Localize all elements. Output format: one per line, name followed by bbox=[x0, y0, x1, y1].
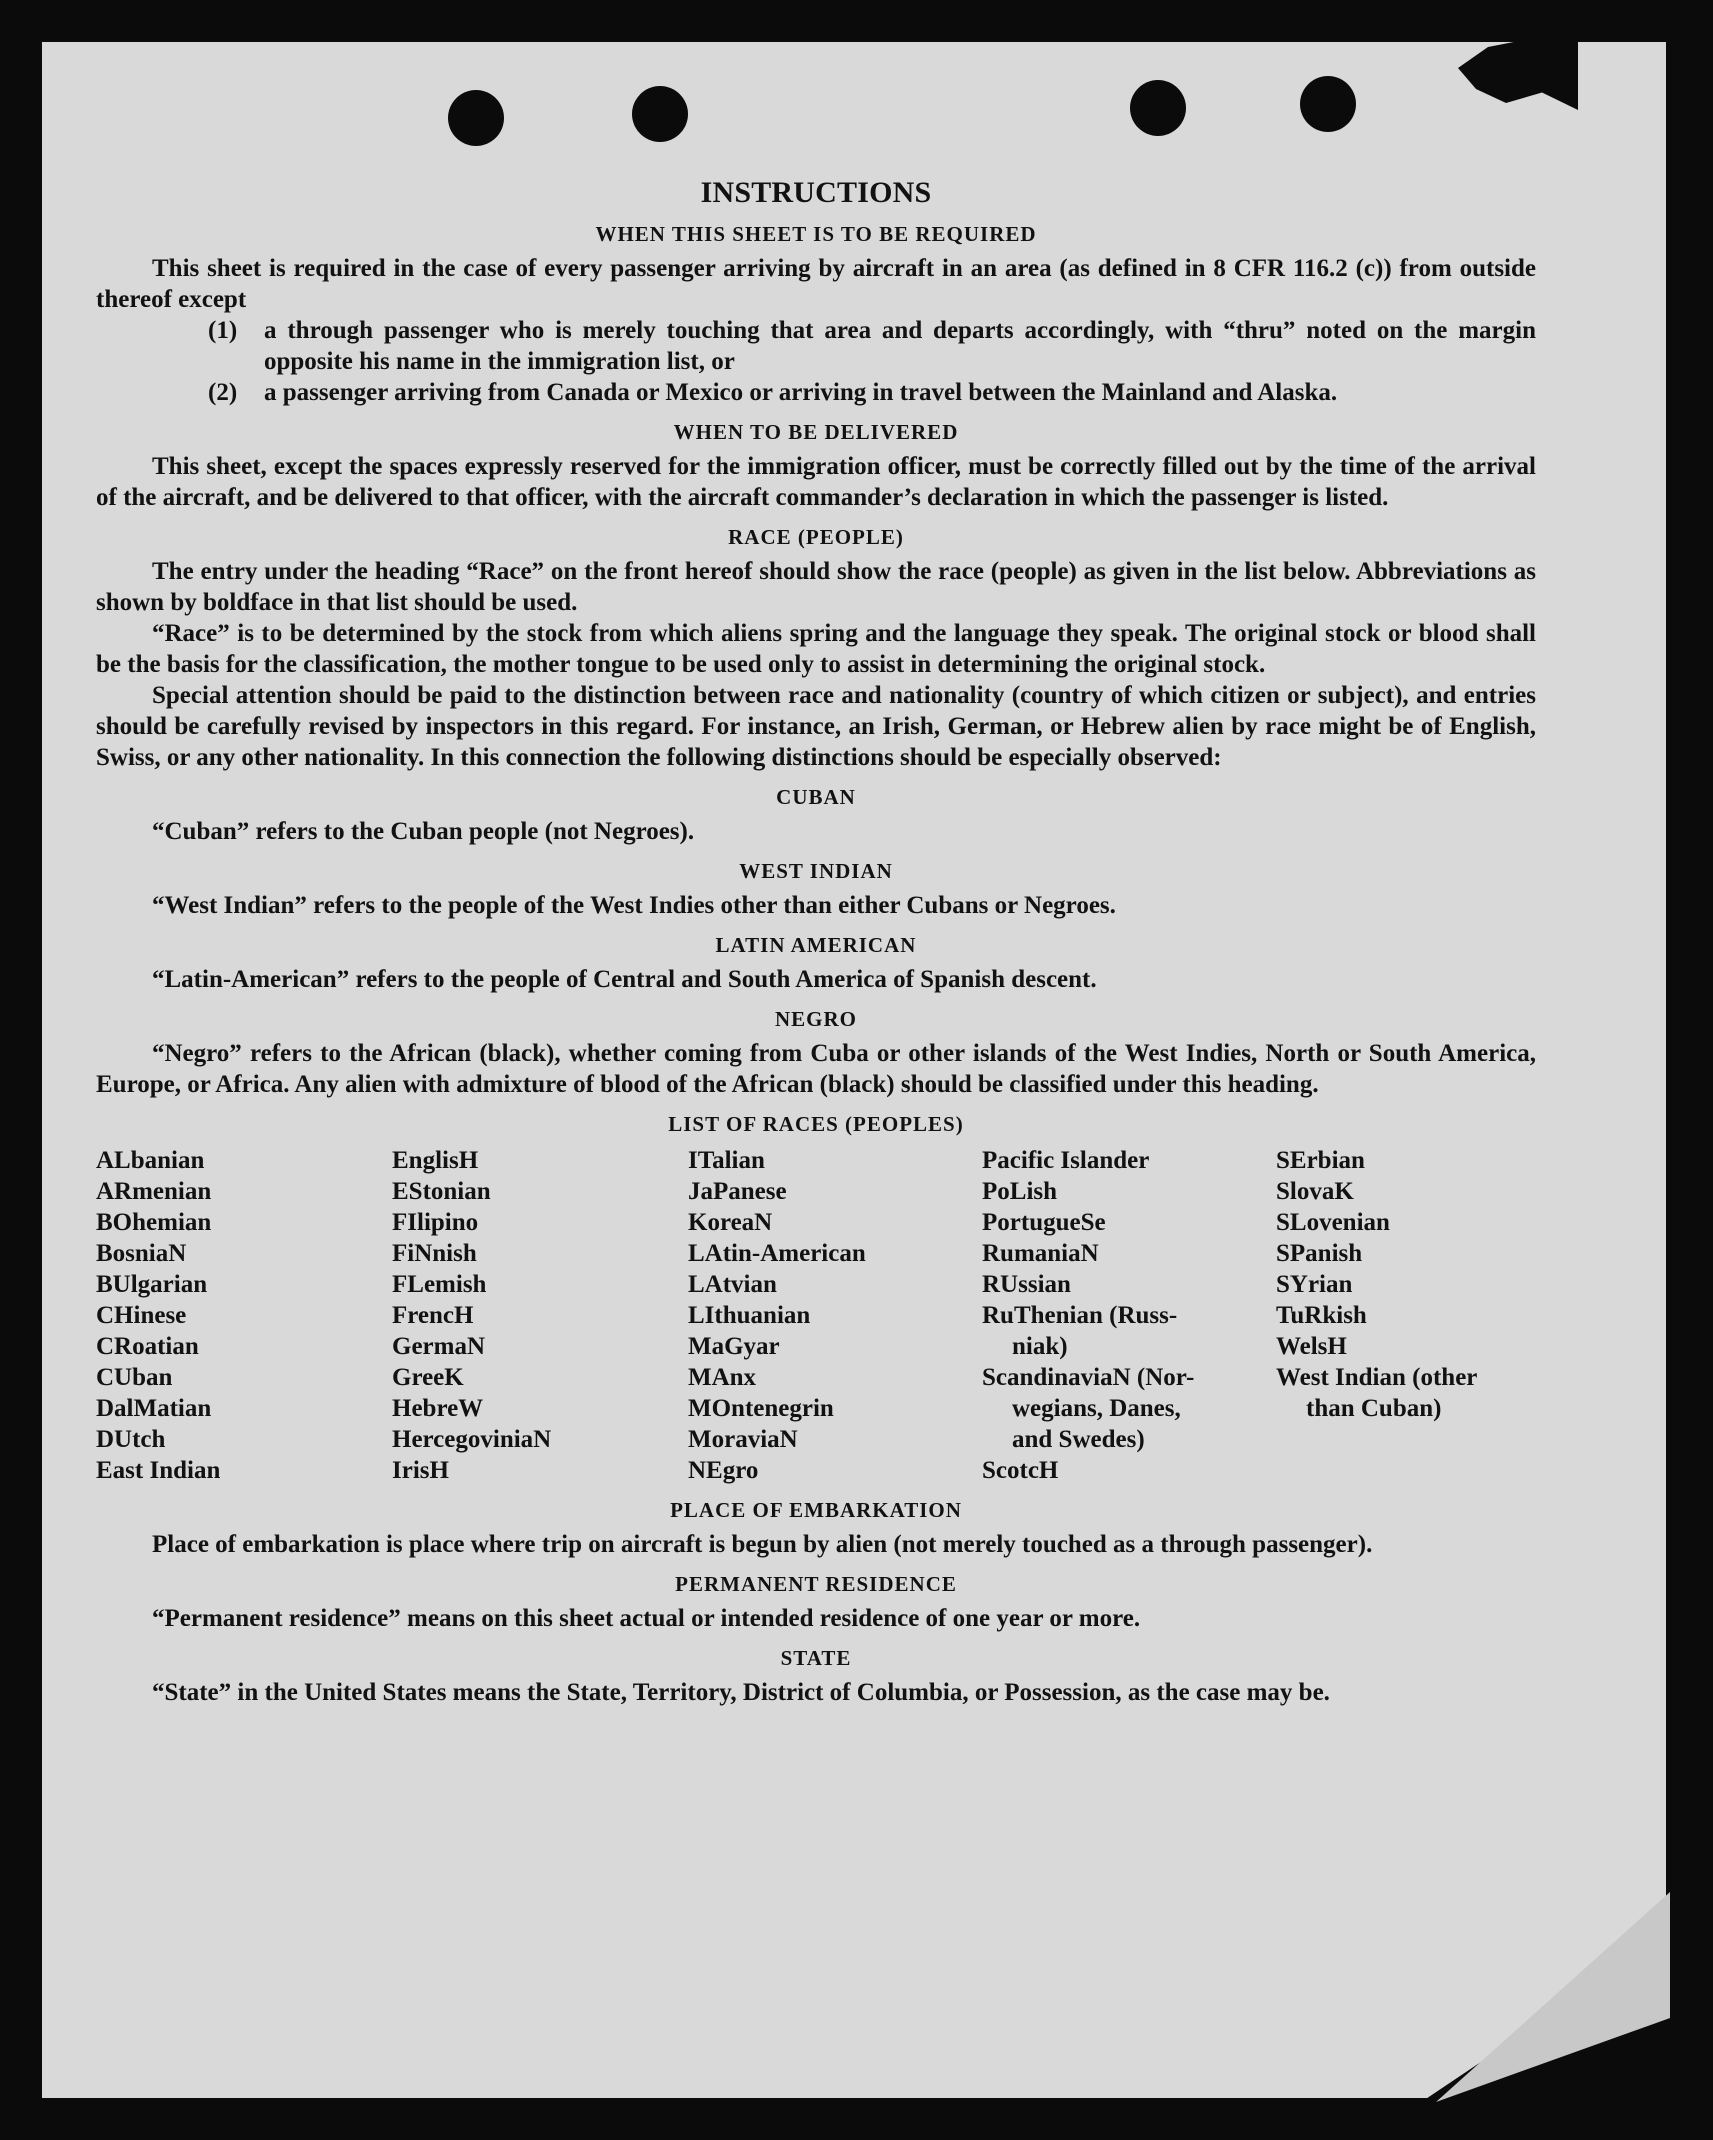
race-entry: DalMatian bbox=[96, 1395, 212, 1422]
race-entry: than Cuban) bbox=[1306, 1395, 1442, 1422]
race-entry: GermaN bbox=[392, 1333, 486, 1360]
race-entry: FiNnish bbox=[392, 1240, 477, 1267]
section-heading: LATIN AMERICAN bbox=[715, 933, 917, 957]
section-heading: WHEN TO BE DELIVERED bbox=[673, 420, 959, 444]
race-entry: EnglisH bbox=[392, 1147, 479, 1174]
races-column bbox=[982, 1145, 1276, 1486]
race-entry: WelsH bbox=[1276, 1333, 1347, 1360]
punch-hole bbox=[1130, 80, 1186, 136]
race-entry: TuRkish bbox=[1276, 1302, 1367, 1329]
section-heading: PERMANENT RESIDENCE bbox=[675, 1572, 957, 1596]
race-entry: BUlgarian bbox=[96, 1271, 208, 1298]
paragraph: “Permanent residence” means on this sheet actual or intended residence of one year or more. bbox=[152, 1605, 1141, 1632]
race-entry: SPanish bbox=[1276, 1240, 1363, 1267]
race-entry: RuThenian (Russ- bbox=[982, 1302, 1178, 1329]
race-entry: niak) bbox=[1012, 1333, 1068, 1360]
race-entry: HebreW bbox=[392, 1395, 484, 1422]
section-heading: LIST OF RACES (PEOPLES) bbox=[668, 1112, 964, 1136]
paragraph: “State” in the United States means the State, Territory, District of Columbia, or Possession, as the case may be. bbox=[152, 1679, 1330, 1706]
paragraph: Special attention should be paid to the distinction between race and nationality (country of which citizen or subject), and entries should be carefully revised by inspectors in this regard. For instance, an Irish, German, or Hebrew alien by race might be of English, Swiss, or any other nationality. In this connection the following distinctions should be especially observed: bbox=[96, 682, 1536, 771]
races-column bbox=[96, 1145, 392, 1486]
race-entry: wegians, Danes, bbox=[1012, 1395, 1181, 1422]
paragraph: “Cuban” refers to the Cuban people (not Negroes). bbox=[152, 818, 695, 845]
races-column bbox=[392, 1145, 688, 1486]
race-entry: SlovaK bbox=[1276, 1178, 1354, 1205]
list-text: a passenger arriving from Canada or Mexico or arriving in travel between the Mainland and Alaska. bbox=[264, 379, 1338, 406]
race-entry: SLovenian bbox=[1276, 1209, 1390, 1236]
race-entry: MAnx bbox=[688, 1364, 757, 1391]
section-heading: WEST INDIAN bbox=[739, 859, 893, 883]
paragraph: This sheet, except the spaces expressly reserved for the immigration officer, must be correctly filled out by the time of the arrival of the aircraft, and be delivered to that officer, with the aircraft commander’s declaration in which the passenger is listed. bbox=[96, 453, 1536, 511]
race-entry: PoLish bbox=[982, 1178, 1058, 1205]
race-entry: FrencH bbox=[392, 1302, 474, 1329]
race-entry: LAtin-American bbox=[688, 1240, 866, 1267]
race-entry: Pacific Islander bbox=[982, 1147, 1150, 1174]
race-entry: SYrian bbox=[1276, 1271, 1353, 1298]
race-entry: DUtch bbox=[96, 1426, 166, 1453]
list-number: (1) bbox=[208, 317, 238, 344]
race-entry: RumaniaN bbox=[982, 1240, 1099, 1267]
paragraph: The entry under the heading “Race” on the front hereof should show the race (people) as given in the list below. Abbreviations as shown by boldface in that list should be used. bbox=[96, 558, 1536, 616]
punch-hole bbox=[632, 86, 688, 142]
paragraph: This sheet is required in the case of every passenger arriving by aircraft in an area (as defined in 8 CFR 116.2 (c)) from outside thereof except bbox=[96, 255, 1536, 313]
list-item bbox=[208, 315, 1536, 377]
section-heading: NEGRO bbox=[774, 1007, 857, 1031]
race-entry: MaGyar bbox=[688, 1333, 780, 1360]
race-entry: RUssian bbox=[982, 1271, 1071, 1298]
paragraph: Place of embarkation is place where trip on aircraft is begun by alien (not merely touched as a through passenger). bbox=[152, 1531, 1373, 1558]
page-title: INSTRUCTIONS bbox=[700, 176, 932, 209]
race-entry: FLemish bbox=[392, 1271, 487, 1298]
paragraph: “West Indian” refers to the people of the West Indies other than either Cubans or Negroes. bbox=[152, 892, 1116, 919]
race-entry: SErbian bbox=[1276, 1147, 1365, 1174]
section-heading: RACE (PEOPLE) bbox=[728, 525, 904, 549]
section-heading: CUBAN bbox=[776, 785, 856, 809]
race-entry: JaPanese bbox=[688, 1178, 787, 1205]
race-entry: ScandinaviaN (Nor- bbox=[982, 1364, 1195, 1391]
race-entry: NEgro bbox=[688, 1457, 759, 1484]
race-entry: ITalian bbox=[688, 1147, 765, 1174]
paragraph: “Negro” refers to the African (black), whether coming from Cuba or other islands of the West Indies, North or South America, Europe, or Africa. Any alien with admixture of blood of the African (black) should be classified under this heading. bbox=[96, 1040, 1536, 1098]
race-entry: West Indian (other bbox=[1276, 1364, 1478, 1391]
race-entry: LAtvian bbox=[688, 1271, 777, 1298]
section-heading: WHEN THIS SHEET IS TO BE REQUIRED bbox=[595, 222, 1037, 246]
race-entry: CRoatian bbox=[96, 1333, 199, 1360]
race-entry: CUban bbox=[96, 1364, 173, 1391]
paragraph: “Latin-American” refers to the people of Central and South America of Spanish descent. bbox=[152, 966, 1097, 993]
race-entry: IrisH bbox=[392, 1457, 449, 1484]
punch-hole bbox=[448, 90, 504, 146]
race-entry: and Swedes) bbox=[1012, 1426, 1145, 1453]
races-list bbox=[96, 1145, 1536, 1486]
race-entry: LIthuanian bbox=[688, 1302, 811, 1329]
race-entry: East Indian bbox=[96, 1457, 221, 1484]
list-number: (2) bbox=[208, 379, 238, 406]
race-entry: HercegoviniaN bbox=[392, 1426, 552, 1453]
list-text: a through passenger who is merely touching that area and departs accordingly, with “thru” noted on the margin opposite his name in the immigration list, or bbox=[264, 317, 1536, 375]
race-entry: FIlipino bbox=[392, 1209, 479, 1236]
section-heading: STATE bbox=[780, 1646, 852, 1670]
race-entry: MoraviaN bbox=[688, 1426, 798, 1453]
race-entry: ScotcH bbox=[982, 1457, 1059, 1484]
section-heading: PLACE OF EMBARKATION bbox=[670, 1498, 962, 1522]
race-entry: CHinese bbox=[96, 1302, 187, 1329]
race-entry: PortugueSe bbox=[982, 1209, 1106, 1236]
instructions-content bbox=[96, 176, 1536, 1708]
race-entry: BosniaN bbox=[96, 1240, 187, 1267]
race-entry: GreeK bbox=[392, 1364, 464, 1391]
race-entry: KoreaN bbox=[688, 1209, 773, 1236]
punch-hole bbox=[1300, 76, 1356, 132]
races-column bbox=[1276, 1145, 1536, 1486]
race-entry: ALbanian bbox=[96, 1147, 205, 1174]
race-entry: EStonian bbox=[392, 1178, 491, 1205]
paragraph: “Race” is to be determined by the stock from which aliens spring and the language they speak. The original stock or blood shall be the basis for the classification, the mother tongue to be used only to assist in determining the original stock. bbox=[96, 620, 1536, 678]
race-entry: ARmenian bbox=[96, 1178, 212, 1205]
races-column bbox=[688, 1145, 982, 1486]
race-entry: BOhemian bbox=[96, 1209, 212, 1236]
race-entry: MOntenegrin bbox=[688, 1395, 834, 1422]
list-item bbox=[208, 377, 1536, 408]
